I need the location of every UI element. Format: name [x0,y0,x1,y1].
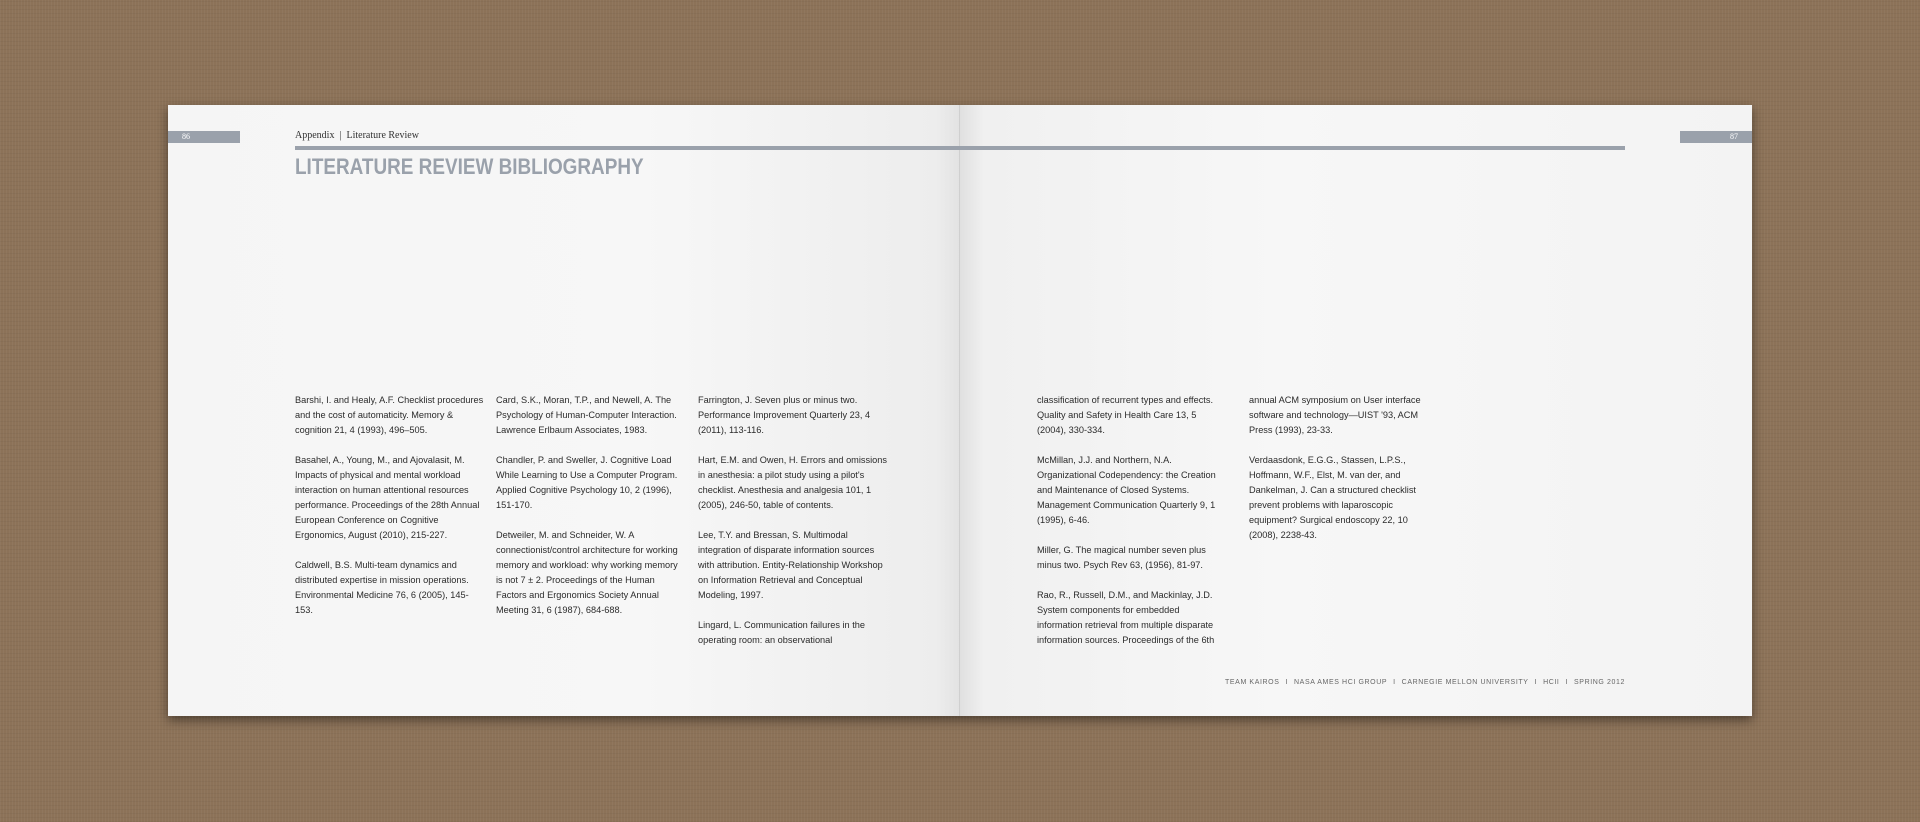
page-title: LITERATURE REVIEW BIBLIOGRAPHY [295,154,644,179]
footer-divider: I [1393,679,1396,686]
left-page-number: 86 [168,131,240,143]
reference-entry: Lee, T.Y. and Bressan, S. Multimodal integration of disparate information sources with attribution. Entity-Relationship Workshop on Information Retrieval and Conceptual Modeling, 1997. [698,530,883,600]
footer-divider: I [1534,679,1538,686]
reference-entry: Hart, E.M. and Owen, H. Errors and omissions in anesthesia: a pilot study using a pilot's checklist. Anesthesia and analgesia 101, 1 (2005), 246-50, table of contents. [698,455,887,510]
reference-entry: Miller, G. The magical number seven plus minus two. Psych Rev 63, (1956), 81-97. [1037,545,1206,570]
footer-divider: I [1285,679,1289,686]
reference-column-4 [1037,393,1227,663]
footer-group: NASA AMES HCI GROUP [1294,679,1388,686]
footer-term: SPRING 2012 [1574,679,1625,686]
footer-team: TEAM KAIROS [1225,679,1280,686]
footer-university: CARNEGIE MELLON UNIVERSITY [1401,679,1529,686]
reference-entry: Lingard, L. Communication failures in the operating room: an observational [698,620,865,645]
reference-entry: Detweiler, M. and Schneider, W. A connectionist/control architecture for working memory and workload: why working memory is not 7 ± 2. Proceedings of the Human Factors and Ergonomics Society Annual Meeting 31, 6 (1987), 684-688. [496,530,678,615]
reference-entry: Rao, R., Russell, D.M., and Mackinlay, J.D. System components for embedded information retrieval from multiple disparate information sources. Proceedings of the 6th [1037,590,1215,645]
running-header [295,130,419,141]
reference-column-5 [1249,393,1439,558]
reference-entry: Verdaasdonk, E.G.G., Stassen, L.P.S., Hoffmann, W.F., Elst, M. van der, and Dankelman, J. Can a structured checklist prevent problems with laparoscopic equipment? Surgical endoscopy 22, 10 (2008), 2238-43. [1249,455,1416,540]
section-name: Appendix [295,130,335,141]
footer-divider: I [1565,679,1569,686]
reference-entry: Basahel, A., Young, M., and Ajovalasit, M. Impacts of physical and mental workload interaction on human attentional resources performance. Proceedings of the 28th Annual European Conference on Cognitive Ergonomics, August (2010), 215-227. [295,455,480,540]
reference-entry: annual ACM symposium on User interface software and technology—UIST '93, ACM Press (1993), 23-33. [1249,395,1421,435]
book-gutter [959,105,960,716]
reference-entry: Card, S.K., Moran, T.P., and Newell, A. The Psychology of Human-Computer Interaction. Lawrence Erlbaum Associates, 1983. [496,395,677,435]
footer-program: HCII [1543,679,1560,686]
reference-entry: classification of recurrent types and effects. Quality and Safety in Health Care 13, 5 (2004), 330-334. [1037,395,1214,435]
right-page-number: 87 [1680,131,1752,143]
reference-column-2 [496,393,686,633]
reference-entry: Barshi, I. and Healy, A.F. Checklist procedures and the cost of automaticity. Memory & cognition 21, 4 (1993), 496–505. [295,395,484,435]
page-footer [1225,679,1625,686]
reference-column-1 [295,393,485,633]
reference-entry: Chandler, P. and Sweller, J. Cognitive Load While Learning to Use a Computer Program. Applied Cognitive Psychology 10, 2 (1996), 151-170. [496,455,678,510]
reference-entry: Caldwell, B.S. Multi-team dynamics and distributed expertise in mission operations. Environmental Medicine 76, 6 (2005), 145-153. [295,560,469,615]
reference-column-3 [698,393,888,663]
reference-entry: Farrington, J. Seven plus or minus two. Performance Improvement Quarterly 23, 4 (2011), 113-116. [698,395,871,435]
header-rule [295,146,1625,150]
reference-entry: McMillan, J.J. and Northern, N.A. Organizational Codependency: the Creation and Maintenance of Closed Systems. Management Communication Quarterly 9, 1 (1995), 6-46. [1037,455,1216,525]
subsection-name: Literature Review [346,130,419,141]
header-separator: | [339,130,342,141]
book-spread [168,105,1752,716]
